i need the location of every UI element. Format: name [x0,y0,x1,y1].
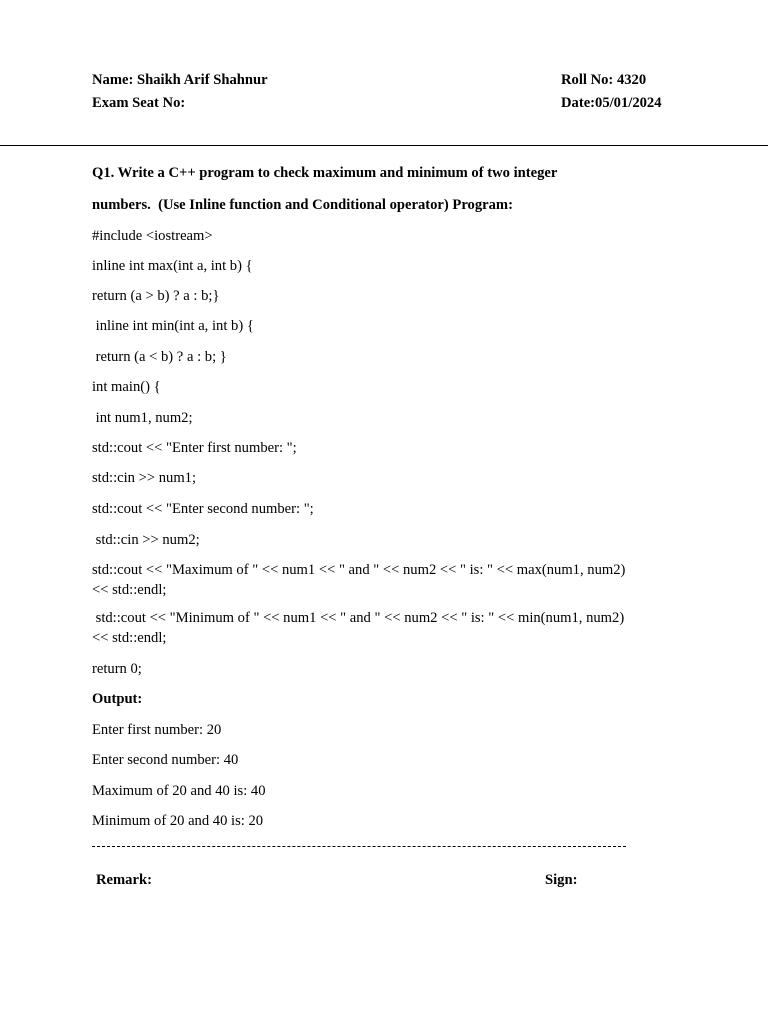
header-date: Date:05/01/2024 [561,95,662,111]
header-exam-seat: Exam Seat No: [92,95,186,111]
output-line: Maximum of 20 and 40 is: 40 [92,783,266,799]
header-name: Name: Shaikh Arif Shahnur [92,72,268,88]
dashed-divider [92,846,626,847]
code-line: << std::endl; [92,630,167,646]
question-line-2: numbers. (Use Inline function and Conditional operator) Program: [92,197,513,213]
header-roll-no: Roll No: 4320 [561,72,647,88]
output-line: Enter first number: 20 [92,722,222,738]
code-line: inline int min(int a, int b) { [92,318,254,334]
output-heading: Output: [92,691,143,707]
output-line: Minimum of 20 and 40 is: 20 [92,813,264,829]
sign-label: Sign: [545,872,578,888]
code-line: std::cin >> num2; [92,532,200,548]
code-line: int main() { [92,379,161,395]
code-line: std::cout << "Enter first number: "; [92,440,297,456]
code-line: std::cout << "Enter second number: "; [92,501,314,517]
code-line: std::cout << "Maximum of " << num1 << " and " << num2 << " is: " << max(num1, num2) [92,562,626,578]
code-line: return 0; [92,661,142,677]
code-line: std::cout << "Minimum of " << num1 << " and " << num2 << " is: " << min(num1, num2) [92,610,625,626]
code-line: inline int max(int a, int b) { [92,258,253,274]
question-line-1: Q1. Write a C++ program to check maximum and minimum of two integer [92,165,558,181]
output-line: Enter second number: 40 [92,752,239,768]
code-line: return (a > b) ? a : b;} [92,288,220,304]
code-line: std::cin >> num1; [92,470,197,486]
code-line: return (a < b) ? a : b; } [92,349,227,365]
header-divider [0,145,768,146]
code-line: int num1, num2; [92,410,193,426]
remark-label: Remark: [96,872,152,888]
code-line: #include <iostream> [92,228,213,244]
code-line: << std::endl; [92,582,167,598]
